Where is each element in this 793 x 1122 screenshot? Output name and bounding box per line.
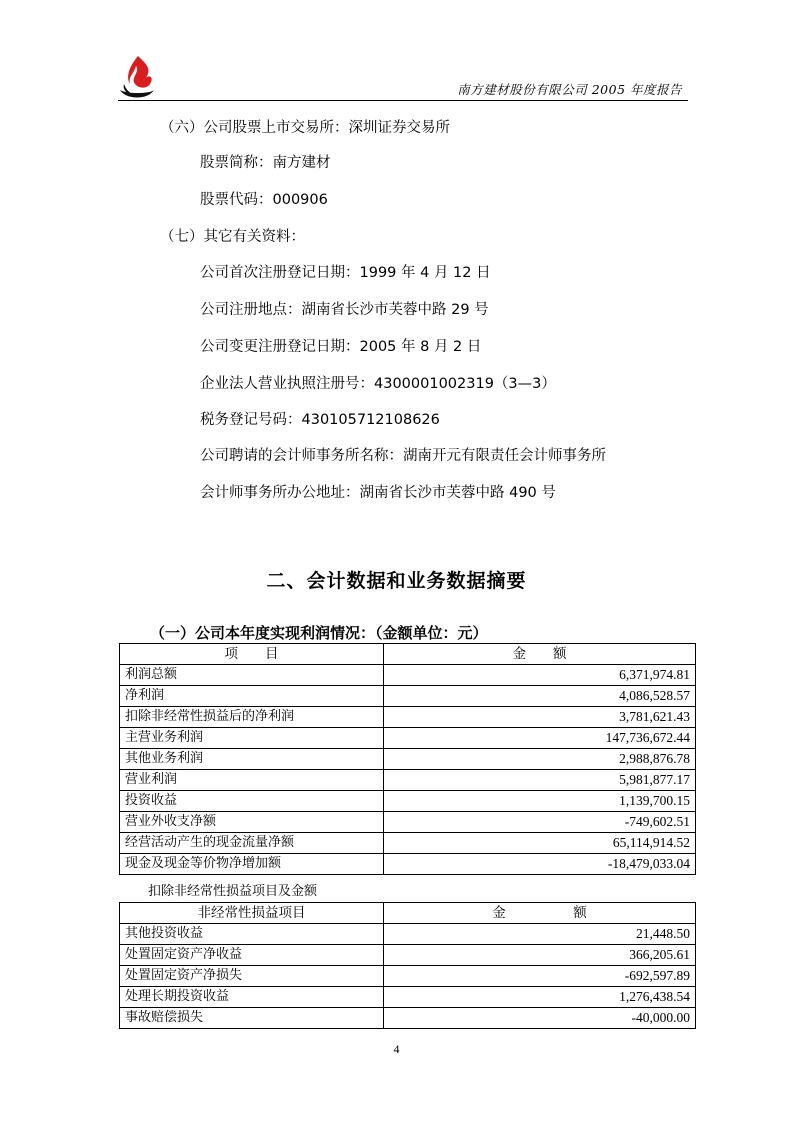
other-info-heading: （七）其它有关资料： — [160, 229, 305, 245]
column-header: 非经常性损益项目 — [120, 903, 384, 924]
table-row — [120, 833, 696, 854]
logo-base — [120, 84, 154, 98]
row-amount: 3,781,621.43 — [384, 707, 696, 728]
first-registration-date: 公司首次注册登记日期：1999 年 4 月 12 日 — [200, 265, 491, 281]
change-registration-date: 公司变更注册登记日期：2005 年 8 月 2 日 — [200, 339, 482, 355]
row-label: 处理长期投资收益 — [120, 987, 384, 1008]
row-label: 营业利润 — [120, 770, 384, 791]
page-number: 4 — [393, 1042, 400, 1056]
table-header-row — [120, 903, 696, 924]
logo-flame — [128, 56, 152, 88]
row-label: 其他投资收益 — [120, 924, 384, 945]
stock-exchange-line: （六）公司股票上市交易所：深圳证券交易所 — [160, 120, 450, 136]
row-amount: 4,086,528.57 — [384, 686, 696, 707]
row-amount: 366,205.61 — [384, 945, 696, 966]
stock-code-line: 股票代码：000906 — [200, 192, 328, 208]
row-label: 营业外收支净额 — [120, 812, 384, 833]
table-row — [120, 791, 696, 812]
nonrecurring-caption: 扣除非经常性损益项目及金额 — [148, 884, 318, 899]
table-row — [120, 924, 696, 945]
company-logo — [116, 54, 158, 102]
column-header: 金 额 — [384, 644, 696, 665]
auditor-name: 公司聘请的会计师事务所名称：湖南开元有限责任会计师事务所 — [200, 448, 606, 464]
table-row — [120, 812, 696, 833]
row-label: 处置固定资产净损失 — [120, 966, 384, 987]
row-label: 主营业务利润 — [120, 728, 384, 749]
table-row — [120, 749, 696, 770]
table-row — [120, 966, 696, 987]
table-row — [120, 665, 696, 686]
table-row — [120, 945, 696, 966]
row-amount: -692,597.89 — [384, 966, 696, 987]
row-amount: 147,736,672.44 — [384, 728, 696, 749]
header-divider — [118, 100, 688, 101]
row-amount: 65,114,914.52 — [384, 833, 696, 854]
row-label: 现金及现金等价物净增加额 — [120, 854, 384, 875]
table-row — [120, 707, 696, 728]
row-amount: 21,448.50 — [384, 924, 696, 945]
row-label: 经营活动产生的现金流量净额 — [120, 833, 384, 854]
row-amount: 1,139,700.15 — [384, 791, 696, 812]
nonrecurring-table — [119, 902, 696, 1029]
column-header: 项 目 — [120, 644, 384, 665]
row-amount: -749,602.51 — [384, 812, 696, 833]
table-row — [120, 1008, 696, 1029]
row-amount: 6,371,974.81 — [384, 665, 696, 686]
table-row — [120, 728, 696, 749]
section-title: 二、会计数据和业务数据摘要 — [266, 570, 527, 592]
profit-table — [119, 643, 696, 875]
table-row — [120, 770, 696, 791]
row-amount: 5,981,877.17 — [384, 770, 696, 791]
registration-address: 公司注册地点：湖南省长沙市芙蓉中路 29 号 — [200, 302, 489, 318]
auditor-address: 会计师事务所办公地址：湖南省长沙市芙蓉中路 490 号 — [200, 485, 556, 501]
stock-abbr-line: 股票简称：南方建材 — [200, 155, 331, 171]
row-label: 其他业务利润 — [120, 749, 384, 770]
business-license-number: 企业法人营业执照注册号：4300001002319（3—3） — [200, 376, 556, 392]
row-label: 利润总额 — [120, 665, 384, 686]
row-amount: -40,000.00 — [384, 1008, 696, 1029]
table-row — [120, 854, 696, 875]
row-label: 净利润 — [120, 686, 384, 707]
report-header-title: 南方建材股份有限公司 2005 年度报告 — [457, 82, 682, 97]
table-row — [120, 686, 696, 707]
tax-registration-number: 税务登记号码：430105712108626 — [200, 412, 440, 428]
row-amount: 1,276,438.54 — [384, 987, 696, 1008]
row-label: 扣除非经常性损益后的净利润 — [120, 707, 384, 728]
column-header: 金 额 — [384, 903, 696, 924]
row-label: 处置固定资产净收益 — [120, 945, 384, 966]
row-label: 事故赔偿损失 — [120, 1008, 384, 1029]
row-amount: 2,988,876.78 — [384, 749, 696, 770]
table-row — [120, 987, 696, 1008]
table-header-row — [120, 644, 696, 665]
row-label: 投资收益 — [120, 791, 384, 812]
profit-subtitle: （一）公司本年度实现利润情况：（金额单位：元） — [150, 624, 488, 642]
row-amount: -18,479,033.04 — [384, 854, 696, 875]
